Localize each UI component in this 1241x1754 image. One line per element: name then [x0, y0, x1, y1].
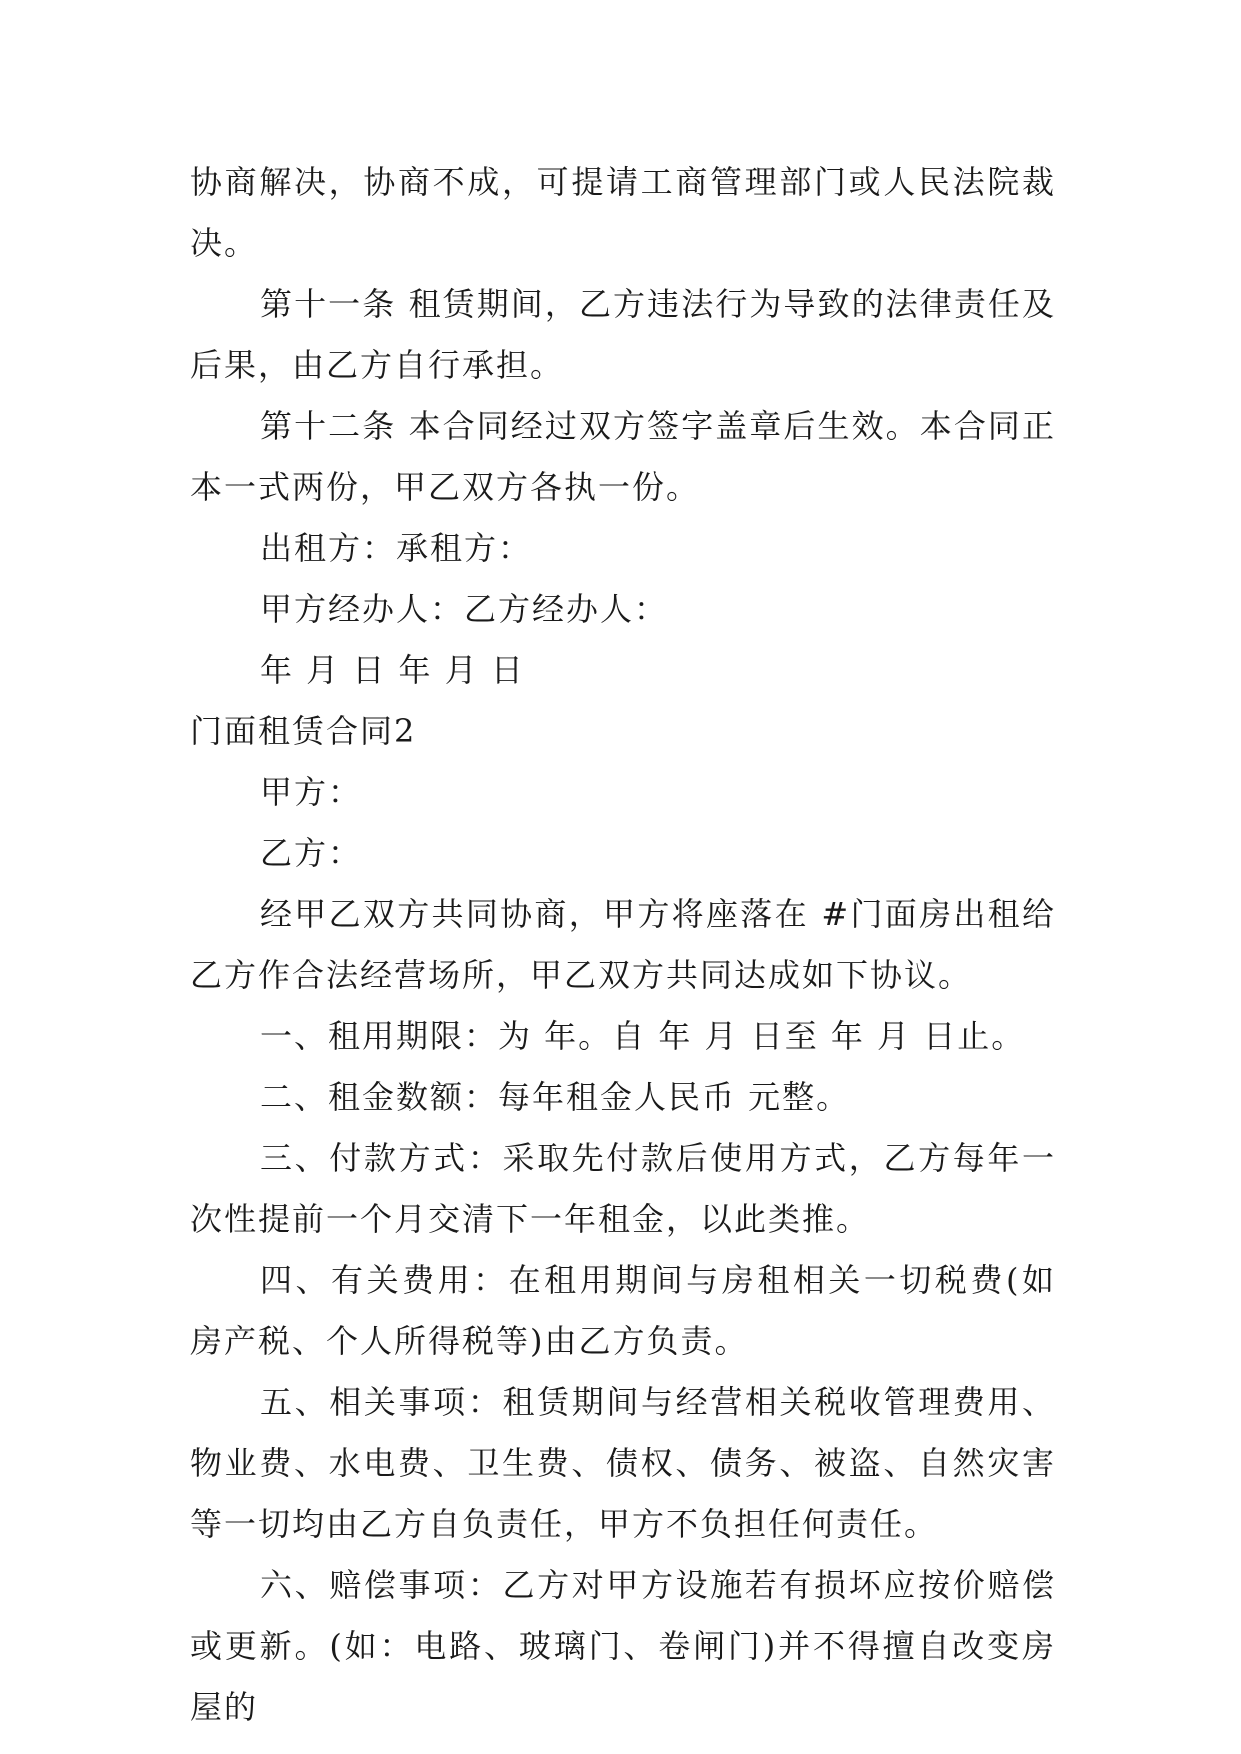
clause-compensation: 六、赔偿事项：乙方对甲方设施若有损坏应按价赔偿或更新。(如：电路、玻璃门、卷闸门)并不得擅自改变房屋的	[190, 1566, 1056, 1726]
clause-matters: 五、相关事项：租赁期间与经营相关税收管理费用、物业费、水电费、卫生费、债权、债务、被盗、自然灾害等一切均由乙方自负责任，甲方不负担任何责任。	[190, 1383, 1056, 1543]
document-body	[190, 152, 1056, 1738]
paragraph-continuation: 协商解决，协商不成，可提请工商管理部门或人民法院裁决。	[190, 163, 1056, 262]
party-a-line: 甲方：	[260, 773, 363, 811]
paragraph-article-11: 第十一条 租赁期间，乙方违法行为导致的法律责任及后果，由乙方自行承担。	[190, 285, 1056, 384]
signature-parties-line: 出租方：承租方：	[260, 529, 533, 567]
clause-term: 一、租用期限：为 年。自 年 月 日至 年 月 日止。	[260, 1017, 1026, 1055]
paragraph-intro: 经甲乙双方共同协商，甲方将座落在 #门面房出租给乙方作合法经营场所，甲乙双方共同达成如下协议。	[190, 895, 1056, 994]
signature-handlers-line: 甲方经办人：乙方经办人：	[260, 590, 669, 628]
signature-dates-line: 年 月 日 年 月 日	[260, 651, 525, 689]
clause-payment: 三、付款方式：采取先付款后使用方式，乙方每年一次性提前一个月交清下一年租金，以此类推。	[190, 1139, 1056, 1238]
party-b-line: 乙方：	[260, 834, 363, 872]
clause-fees: 四、有关费用：在租用期间与房租相关一切税费(如房产税、个人所得税等)由乙方负责。	[190, 1261, 1056, 1360]
contract-title-2: 门面租赁合同2	[190, 712, 417, 750]
clause-rent: 二、租金数额：每年租金人民币 元整。	[260, 1078, 851, 1116]
paragraph-article-12: 第十二条 本合同经过双方签字盖章后生效。本合同正本一式两份，甲乙双方各执一份。	[190, 407, 1056, 506]
